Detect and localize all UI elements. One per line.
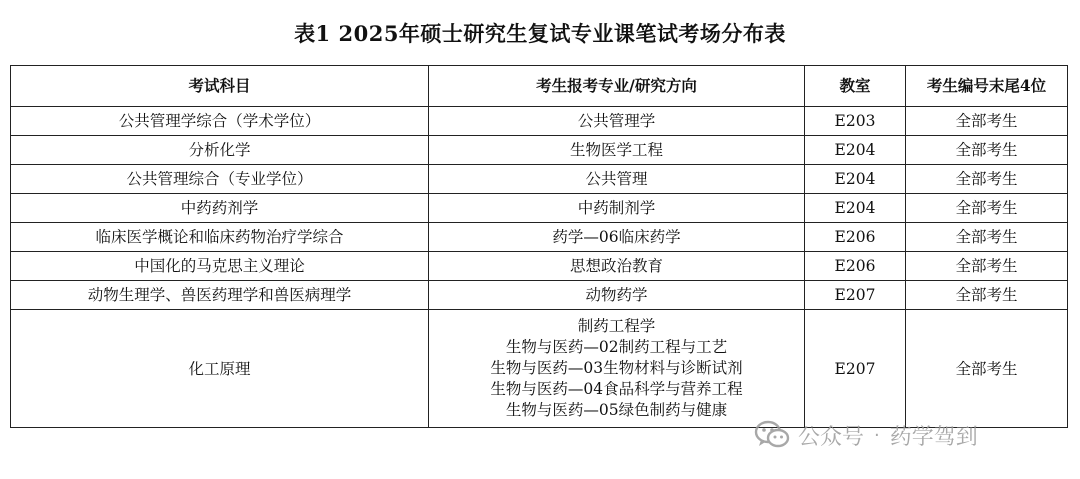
page-title: 表1 2025年硕士研究生复试专业课笔试考场分布表 (294, 21, 786, 46)
cell-subject: 临床医学概论和临床药物治疗学综合 (11, 223, 429, 252)
cell-subject: 中国化的马克思主义理论 (11, 252, 429, 281)
major-line: 生物与医药—02制药工程与工艺 (505, 338, 728, 356)
cell-subject: 中药药剂学 (11, 194, 429, 223)
table-row (11, 281, 1068, 310)
cell-room: E203 (805, 107, 906, 136)
cell-subject: 化工原理 (11, 310, 429, 428)
major-line: 生物与医药—03生物材料与诊断试剂 (490, 359, 743, 377)
cell-subject: 分析化学 (11, 136, 429, 165)
header-major: 考生报考专业/研究方向 (429, 66, 805, 107)
header-id-suffix: 考生编号末尾4位 (906, 66, 1068, 107)
major-line: 生物与医药—04食品科学与营养工程 (490, 380, 743, 398)
cell-subject: 动物生理学、兽医药理学和兽医病理学 (11, 281, 429, 310)
cell-ids: 全部考生 (906, 194, 1068, 223)
cell-major: 思想政治教育 (429, 252, 805, 281)
table-header-row (11, 66, 1068, 107)
exam-room-table (10, 65, 1068, 428)
cell-major: 中药制剂学 (429, 194, 805, 223)
table-row (11, 252, 1068, 281)
cell-ids: 全部考生 (906, 136, 1068, 165)
cell-ids: 全部考生 (906, 281, 1068, 310)
cell-ids: 全部考生 (906, 223, 1068, 252)
table-row (11, 194, 1068, 223)
cell-major: 生物医学工程 (429, 136, 805, 165)
major-line: 制药工程学 (577, 317, 656, 335)
cell-subject: 公共管理综合（专业学位） (11, 165, 429, 194)
watermark-text-left: 公众号 (798, 424, 865, 450)
cell-room: E206 (805, 223, 906, 252)
table-row (11, 165, 1068, 194)
cell-ids: 全部考生 (906, 252, 1068, 281)
table-row (11, 107, 1068, 136)
cell-major: 公共管理学 (429, 107, 805, 136)
cell-ids: 全部考生 (906, 310, 1068, 428)
cell-major-list (429, 310, 805, 428)
cell-room: E204 (805, 165, 906, 194)
cell-room: E206 (805, 252, 906, 281)
cell-room: E207 (805, 281, 906, 310)
cell-major: 公共管理 (429, 165, 805, 194)
cell-subject: 公共管理学综合（学术学位） (11, 107, 429, 136)
cell-major: 药学—06临床药学 (429, 223, 805, 252)
cell-room: E204 (805, 136, 906, 165)
cell-ids: 全部考生 (906, 107, 1068, 136)
header-subject: 考试科目 (11, 66, 429, 107)
cell-room: E207 (805, 310, 906, 428)
watermark-separator: · (874, 424, 880, 446)
watermark-text-right: 药学驾到 (889, 424, 978, 450)
table-row (11, 223, 1068, 252)
table-row (11, 136, 1068, 165)
cell-major: 动物药学 (429, 281, 805, 310)
cell-ids: 全部考生 (906, 165, 1068, 194)
cell-room: E204 (805, 194, 906, 223)
table-row (11, 310, 1068, 428)
header-room: 教室 (805, 66, 906, 107)
major-line: 生物与医药—05绿色制药与健康 (505, 401, 728, 419)
wechat-watermark (754, 417, 978, 453)
wechat-icon (754, 420, 790, 450)
